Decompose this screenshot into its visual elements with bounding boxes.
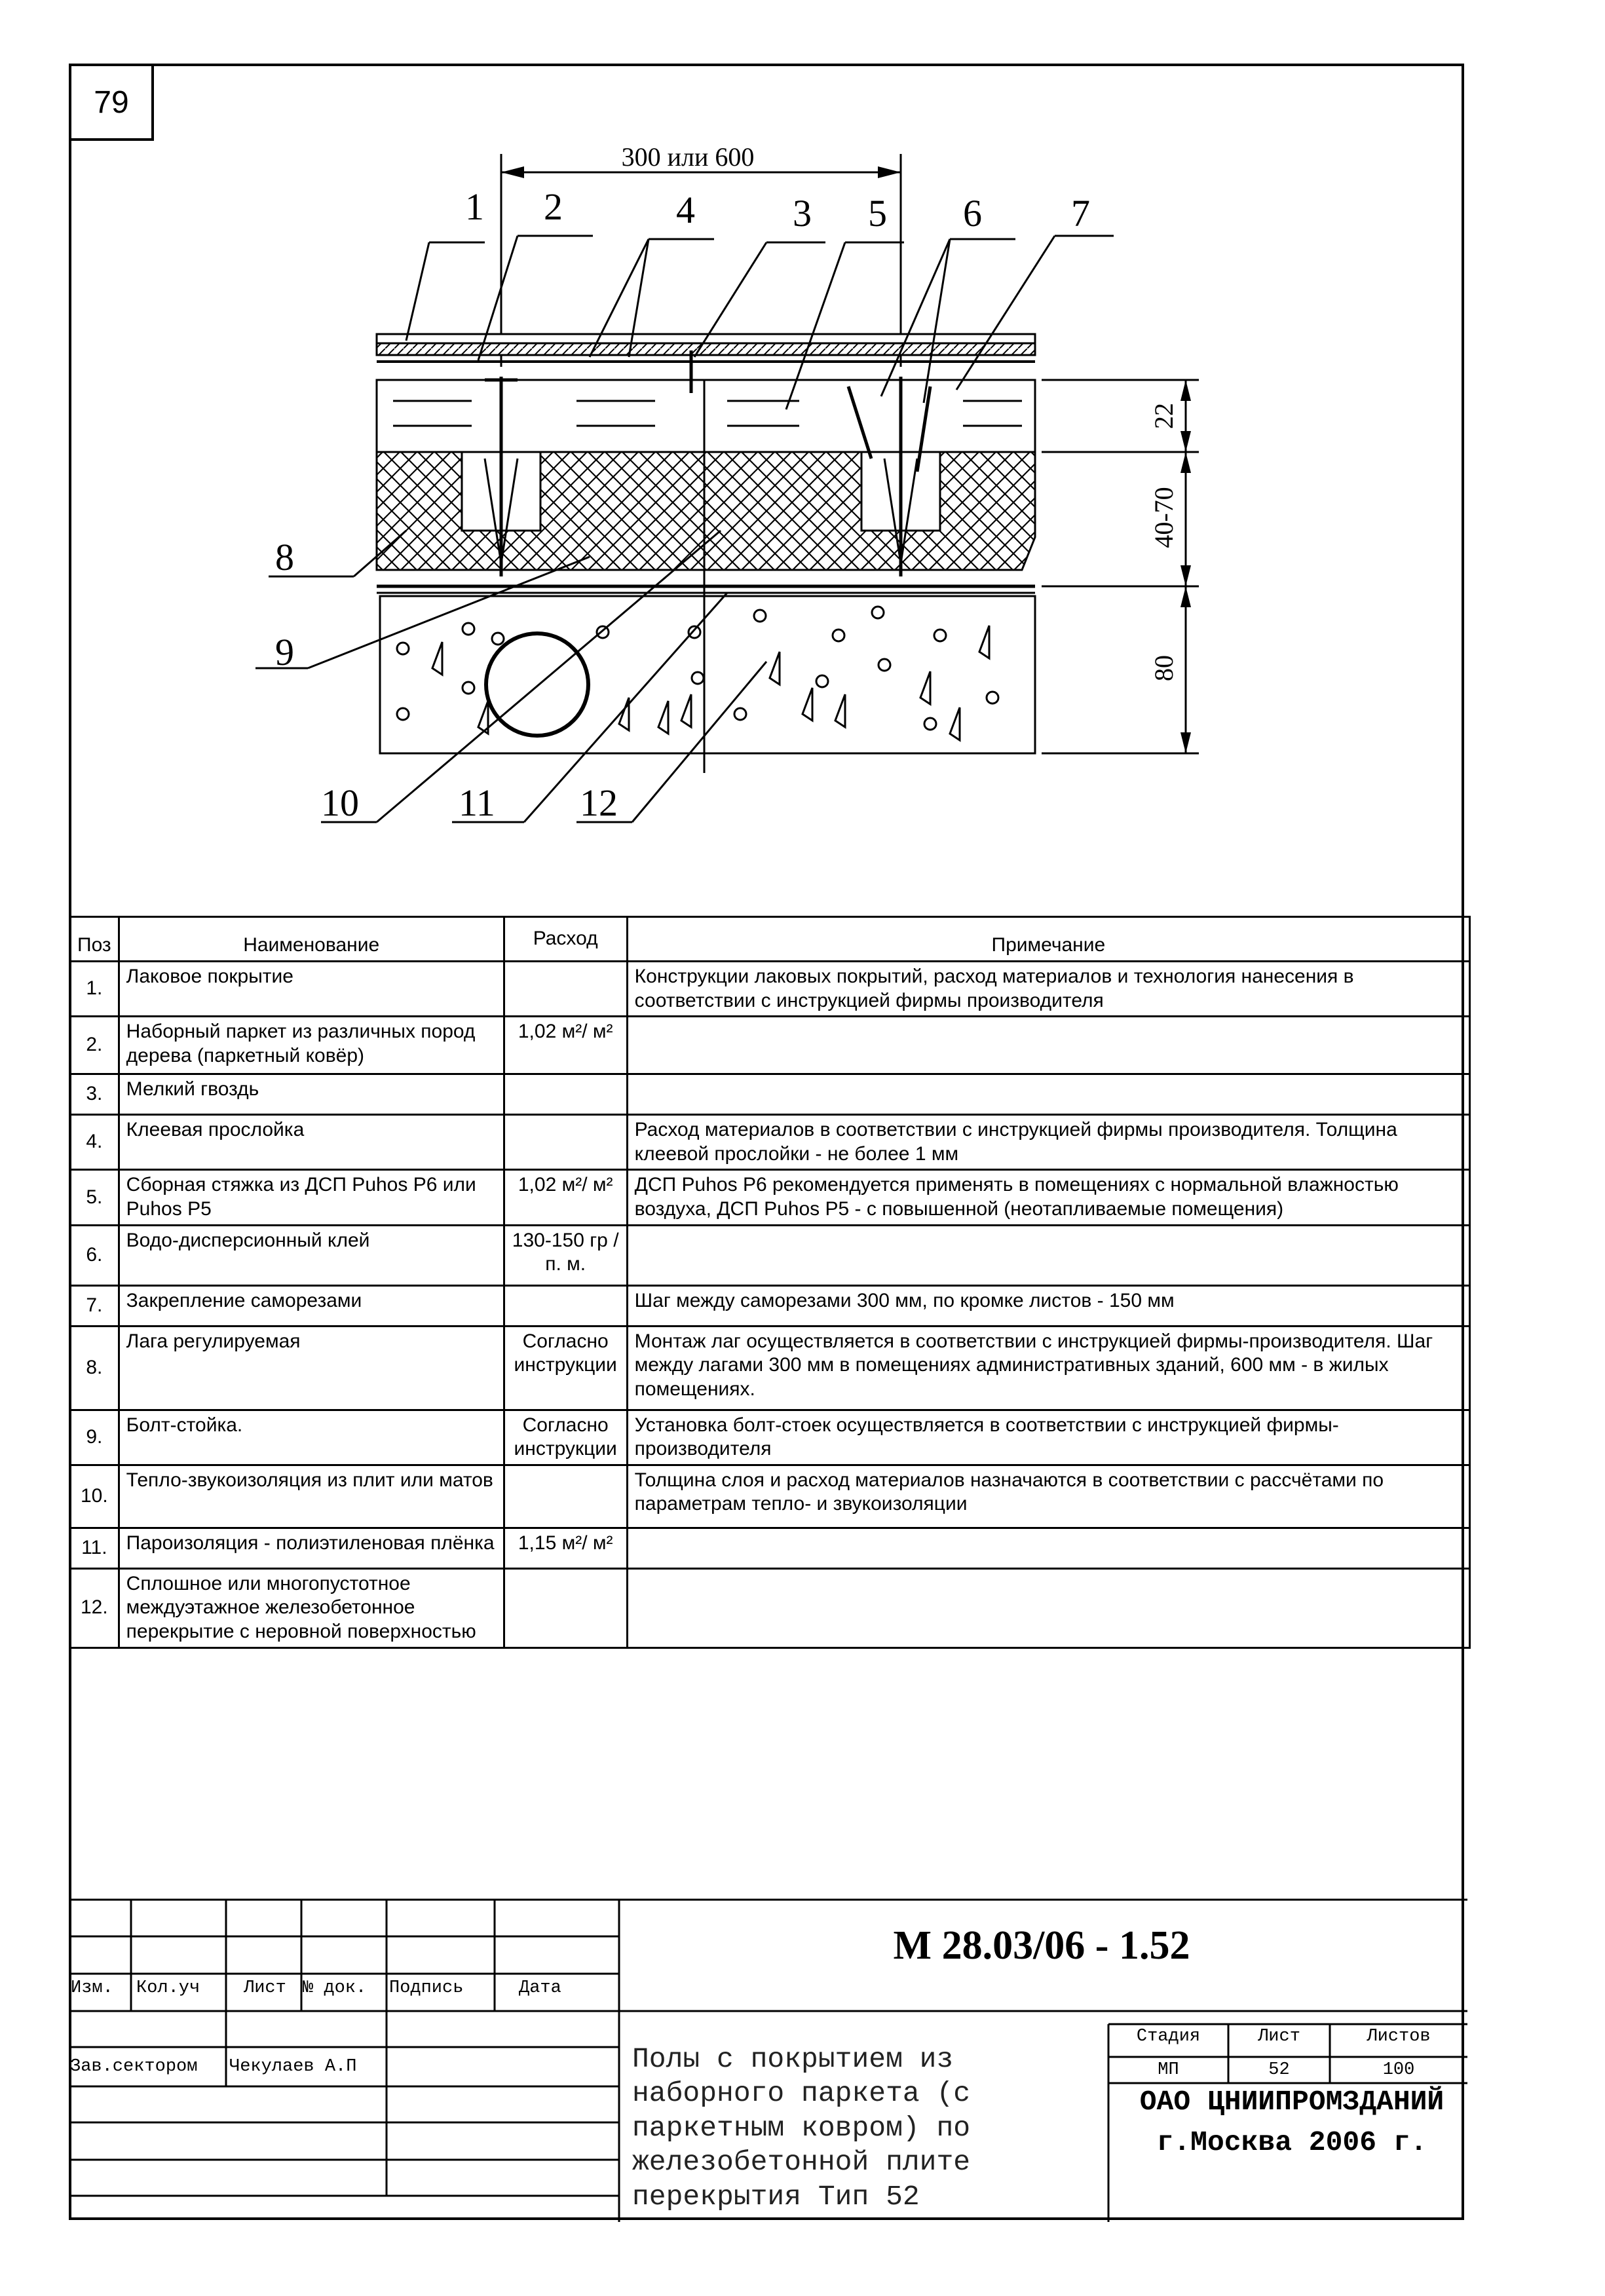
document-code: М 28.03/06 - 1.52 [893,1923,1190,1968]
cell-consumption [504,1115,627,1170]
cell-note: Шаг между саморезами 300 мм, по кромке листов - 150 мм [627,1285,1469,1326]
stage-label: Стадия [1136,2027,1201,2046]
header-pos: Поз [70,917,119,962]
cell-name: Лаковое покрытие [119,962,504,1017]
callout-12: 12 [580,781,618,824]
cell-consumption [504,1074,627,1115]
cell-pos: 10. [70,1465,119,1528]
specification-table [69,916,1471,1649]
table-row [70,1017,1470,1074]
cell-consumption [504,1285,627,1326]
table-row [70,1568,1470,1647]
cell-name: Мелкий гвоздь [119,1074,504,1115]
cell-pos: 11. [70,1528,119,1568]
floor-section-drawing [0,0,1605,917]
dim-22: 22 [1149,403,1179,429]
cell-consumption: 1,02 м²/ м² [504,1170,627,1225]
cell-name: Водо-дисперсионный клей [119,1225,504,1285]
table-row [70,1225,1470,1285]
cell-consumption [504,1568,627,1647]
cell-consumption: 1,02 м²/ м² [504,1017,627,1074]
cell-name: Закрепление саморезами [119,1285,504,1326]
callout-7: 7 [1071,192,1090,235]
cell-name: Лага регулируемая [119,1326,504,1410]
callout-3: 3 [793,192,812,235]
person: Чекулаев А.П [229,2057,357,2077]
cell-note: Конструкции лаковых покрытий, расход материалов и технология нанесения в соответствии с инструкцией фирмы производителя [627,962,1469,1017]
cell-consumption: Согласно инструкции [504,1326,627,1410]
table-row [70,1326,1470,1410]
callout-8: 8 [275,536,294,578]
stage-value: МП [1158,2060,1179,2080]
cell-pos: 12. [70,1568,119,1647]
sheets-value: 100 [1382,2060,1415,2080]
sheets-label: Листов [1367,2027,1431,2046]
col-list: Лист [244,1978,286,1998]
dim-40-70: 40-70 [1149,487,1179,548]
cell-note [627,1074,1469,1115]
callout-1: 1 [465,185,484,228]
header-consumption: Расход [504,917,627,962]
cell-pos: 5. [70,1170,119,1225]
table-row [70,1465,1470,1528]
cell-pos: 1. [70,962,119,1017]
col-doc: № док. [303,1978,367,1998]
cell-note: ДСП Puhos P6 рекомендуется применять в помещениях с нормальной влажностью воздуха, ДСП Puhos P5 - с повышенной (неотапливаемые помещения) [627,1170,1469,1225]
cell-pos: 3. [70,1074,119,1115]
cell-pos: 4. [70,1115,119,1170]
cell-pos: 7. [70,1285,119,1326]
callout-11: 11 [459,781,495,824]
cell-note: Расход материалов в соответствии с инструкцией фирмы производителя. Толщина клеевой прослойки - не более 1 мм [627,1115,1469,1170]
cell-pos: 9. [70,1410,119,1465]
table-row [70,1115,1470,1170]
cell-name: Наборный паркет из различных пород дерева (паркетный ковёр) [119,1017,504,1074]
role: Зав.сектором [70,2057,198,2077]
cell-name: Сплошное или многопустотное междуэтажное железобетонное перекрытие с неровной поверхностью [119,1568,504,1647]
callout-10: 10 [321,781,359,824]
document-title: Полы с покрытием из наборного паркета (с паркетным ковром) по железобетонной плите перекрытия Тип 52 [632,2043,971,2213]
col-izm: Изм. [71,1978,113,1998]
cell-consumption [504,1465,627,1528]
header-note: Примечание [627,917,1469,962]
cell-pos: 6. [70,1225,119,1285]
cell-consumption: 130-150 гр /п. м. [504,1225,627,1285]
callout-6: 6 [963,192,982,235]
cell-pos: 8. [70,1326,119,1410]
cell-name: Болт-стойка. [119,1410,504,1465]
cell-name: Тепло-звукоизоляция из плит или матов [119,1465,504,1528]
organization [1108,2082,1475,2164]
org-city-year: г.Москва 2006 г. [1156,2126,1427,2159]
header-name: Наименование [119,917,504,962]
sheet-number: 79 [69,64,154,141]
sheet-label: Лист [1258,2027,1300,2046]
cell-note: Монтаж лаг осуществляется в соответствии с инструкцией фирмы-производителя. Шаг между лагами 300 мм в помещениях административных зданий, 600 мм - в жилых помещениях. [627,1326,1469,1410]
cell-note [627,1568,1469,1647]
cell-consumption [504,962,627,1017]
cell-note: Толщина слоя и расход материалов назначаются в соответствии с рассчётами по параметрам тепло- и звукоизоляции [627,1465,1469,1528]
table-row [70,1528,1470,1568]
org-name: ОАО ЦНИИПРОМЗДАНИЙ [1139,2086,1444,2118]
table-row [70,1170,1470,1225]
table-row [70,1074,1470,1115]
cell-note [627,1017,1469,1074]
callout-9: 9 [275,631,294,673]
dimension-top: 300 или 600 [621,142,755,172]
table-row [70,1285,1470,1326]
dim-80: 80 [1149,655,1179,681]
callout-2: 2 [544,185,563,228]
sheet-value: 52 [1268,2060,1290,2080]
col-sign: Подпись [389,1978,464,1998]
table-row [70,1410,1470,1465]
cell-name: Клеевая прослойка [119,1115,504,1170]
table-row [70,962,1470,1017]
cell-note [627,1528,1469,1568]
callout-5: 5 [868,192,887,235]
cell-pos: 2. [70,1017,119,1074]
cell-note: Установка болт-стоек осуществляется в соответствии с инструкцией фирмы-производителя [627,1410,1469,1465]
callout-4: 4 [676,189,695,231]
cell-note [627,1225,1469,1285]
col-kol: Кол.уч [136,1978,200,1998]
cell-name: Пароизоляция - полиэтиленовая плёнка [119,1528,504,1568]
cell-name: Сборная стяжка из ДСП Puhos P6 или Puhos P5 [119,1170,504,1225]
cell-consumption: Согласно инструкции [504,1410,627,1465]
cell-consumption: 1,15 м²/ м² [504,1528,627,1568]
col-date: Дата [519,1978,561,1998]
